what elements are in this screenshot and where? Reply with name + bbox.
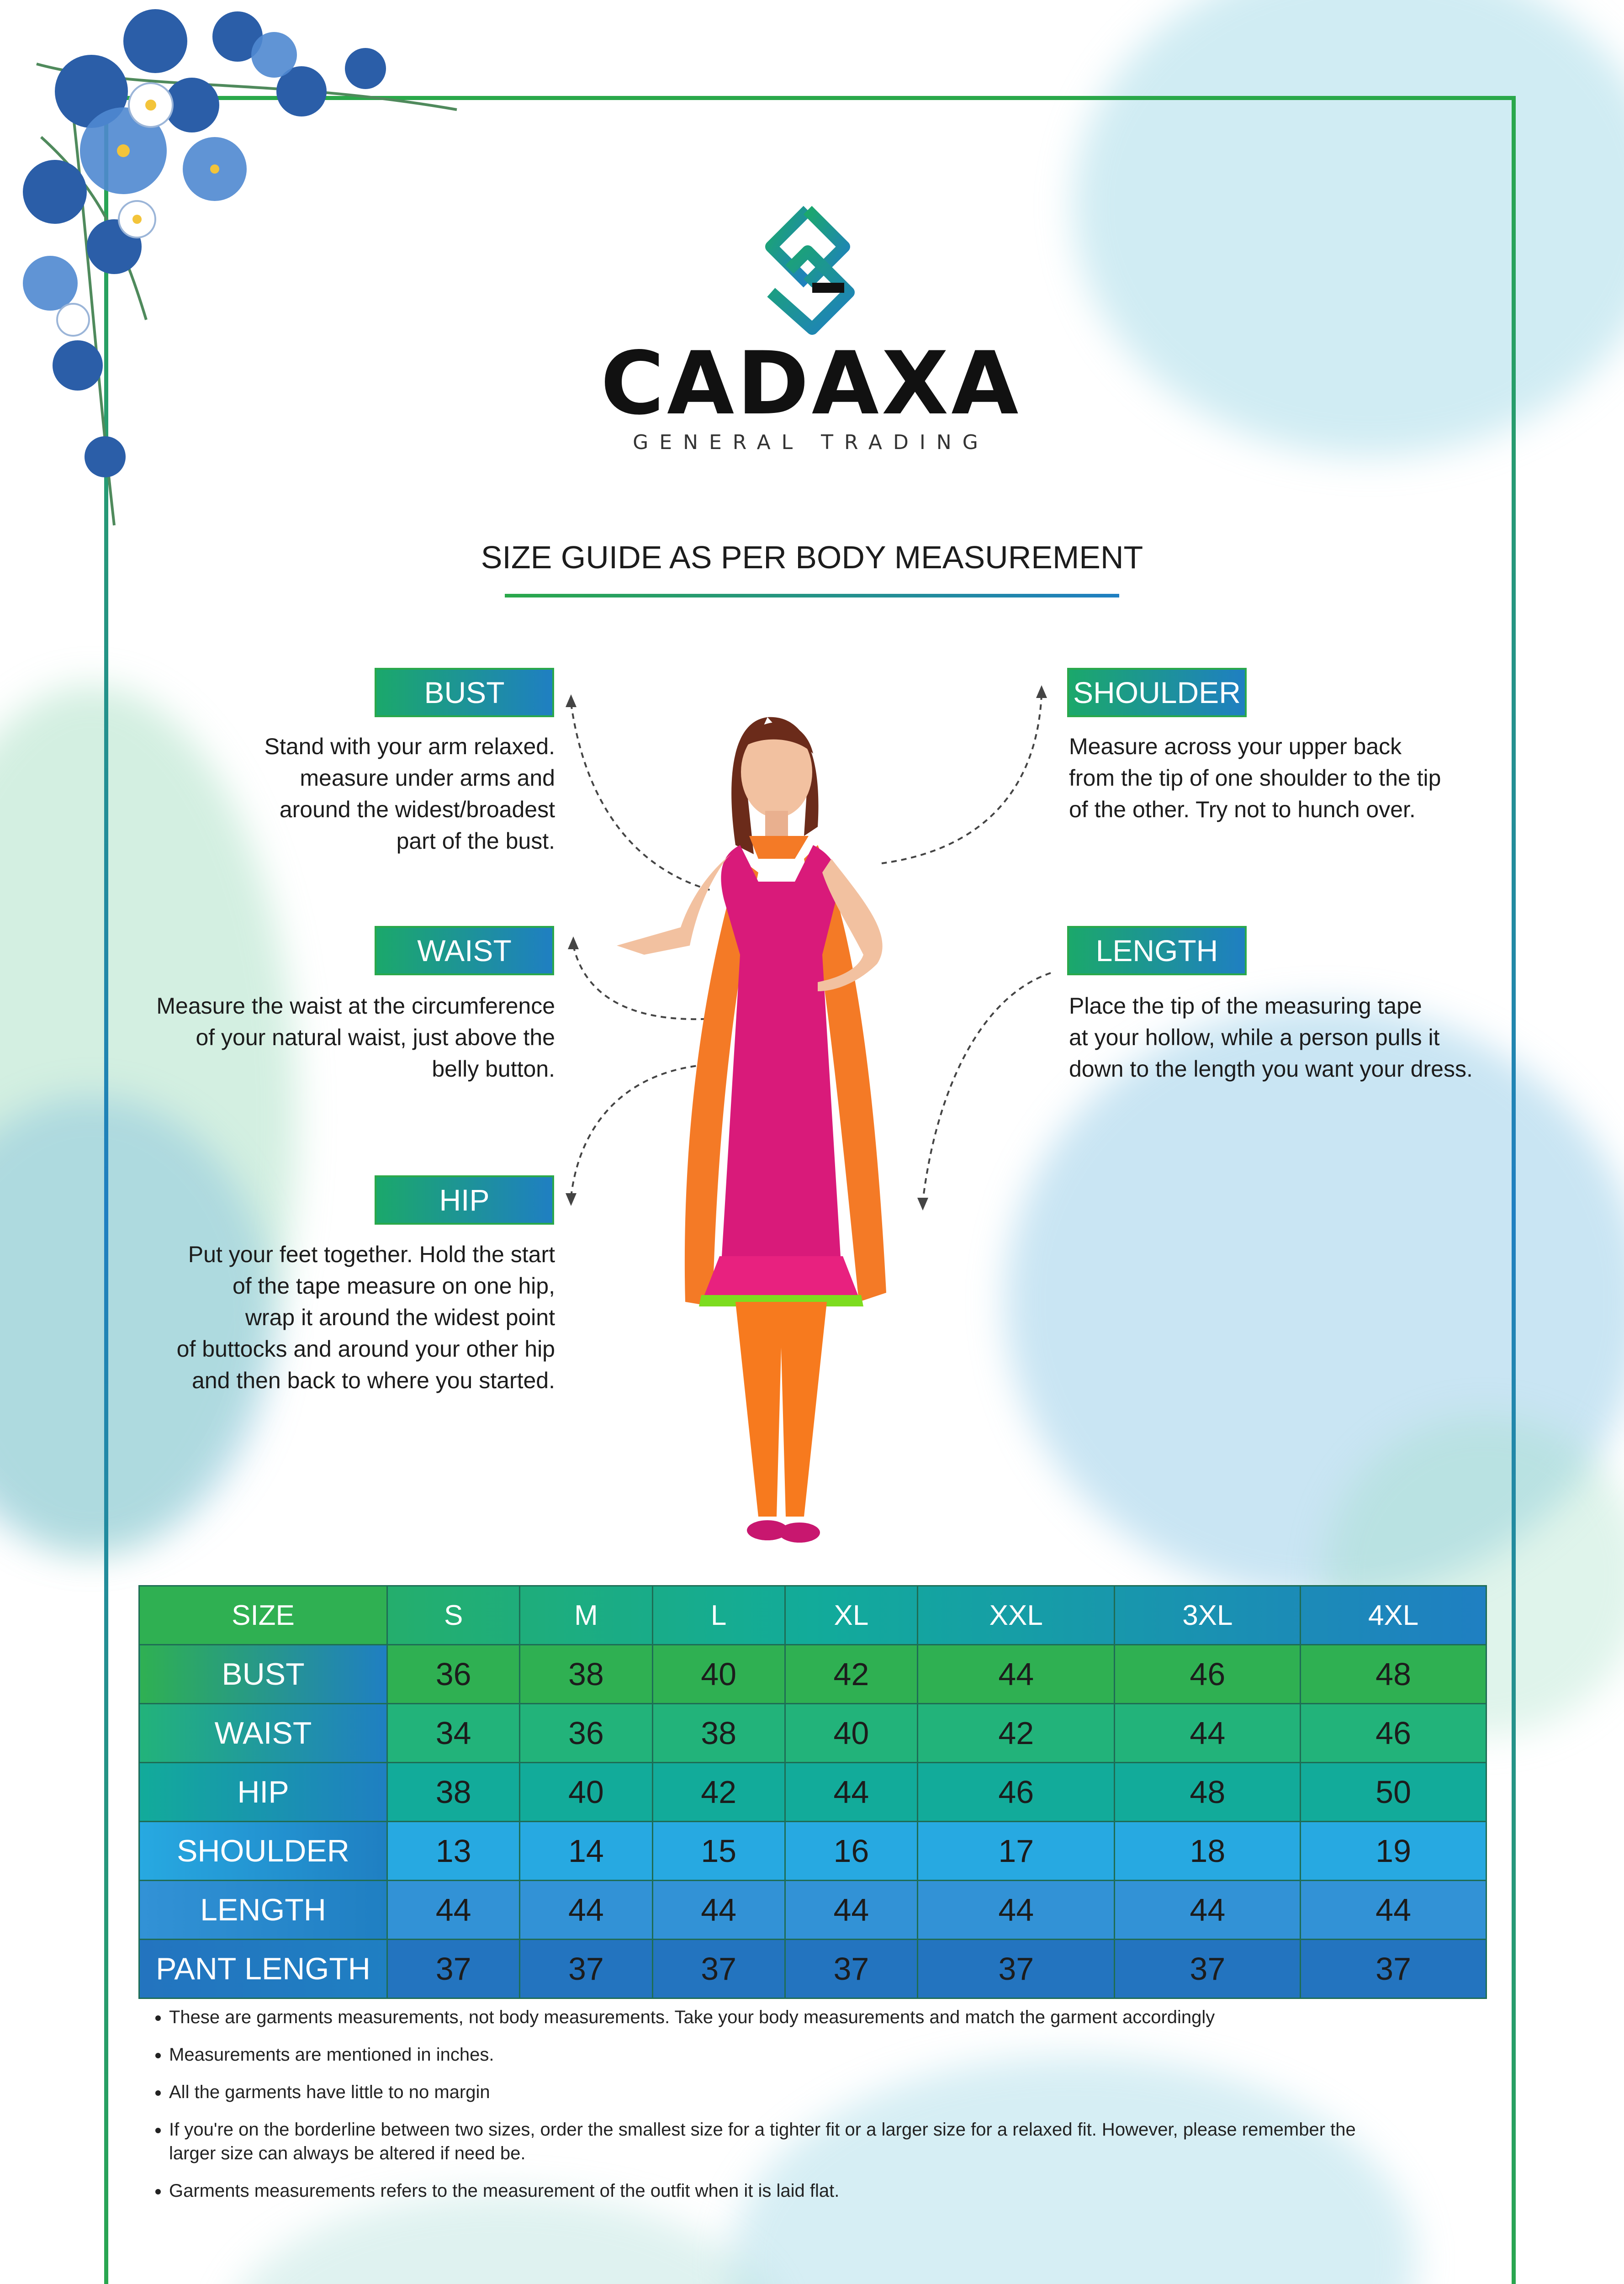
bust-line: Stand with your arm relaxed. [264, 734, 555, 759]
size-row-pant-length [139, 1940, 1486, 1998]
waist-line: Measure the waist at the circumference [156, 993, 555, 1019]
size-value-cell: 44 [918, 1645, 1115, 1704]
size-value-cell: 46 [1301, 1704, 1486, 1763]
note-item: • Measurements are mentioned in inches. [169, 2043, 1402, 2067]
size-column-header: XXL [918, 1586, 1115, 1645]
hip-line: and then back to where you started. [192, 1368, 555, 1393]
size-value-cell: 13 [387, 1822, 520, 1881]
size-value-cell: 18 [1115, 1822, 1301, 1881]
row-label: PANT LENGTH [139, 1940, 387, 1998]
waist-line: of your natural waist, just above the [196, 1025, 555, 1050]
shoulder-line: from the tip of one shoulder to the tip [1069, 765, 1441, 791]
size-value-cell: 42 [918, 1704, 1115, 1763]
length-badge: LENGTH [1067, 926, 1247, 975]
size-value-cell: 37 [387, 1940, 520, 1998]
size-value-cell: 37 [652, 1940, 785, 1998]
size-value-cell: 42 [652, 1763, 785, 1822]
notes-list [137, 2005, 1402, 2216]
size-value-cell: 44 [1115, 1704, 1301, 1763]
shoulder-badge: SHOULDER [1067, 668, 1247, 717]
note-item: • All the garments have little to no margin [169, 2080, 1402, 2104]
size-value-cell: 46 [918, 1763, 1115, 1822]
size-column-header: 4XL [1301, 1586, 1486, 1645]
size-value-cell: 37 [918, 1940, 1115, 1998]
note-item: • Garments measurements refers to the measurement of the outfit when it is laid flat. [169, 2179, 1402, 2203]
length-line: Place the tip of the measuring tape [1069, 993, 1422, 1019]
size-value-cell: 44 [1115, 1881, 1301, 1940]
size-value-cell: 50 [1301, 1763, 1486, 1822]
size-value-cell: 44 [1301, 1881, 1486, 1940]
hip-line: wrap it around the widest point [245, 1305, 555, 1330]
bust-line: around the widest/broadest [279, 797, 555, 822]
size-column-header: XL [785, 1586, 917, 1645]
size-row-bust [139, 1645, 1486, 1704]
size-value-cell: 40 [785, 1704, 917, 1763]
size-value-cell: 44 [785, 1881, 917, 1940]
bust-line: measure under arms and [300, 765, 555, 791]
hip-line: of buttocks and around your other hip [176, 1336, 555, 1362]
size-value-cell: 40 [652, 1645, 785, 1704]
note-item: • These are garments measurements, not body measurements. Take your body measurements and match the garment accordingly [169, 2005, 1402, 2029]
page-title: SIZE GUIDE AS PER BODY MEASUREMENT [481, 539, 1143, 575]
note-item: • If you're on the borderline between two sizes, order the smallest size for a tighter fit or a larger size for a relaxed fit. However, please remember the larger size can always be altered if need be. [169, 2118, 1402, 2165]
size-row-hip [139, 1763, 1486, 1822]
size-row-waist [139, 1704, 1486, 1763]
shoulder-line: of the other. Try not to hunch over. [1069, 797, 1416, 822]
bust-badge: BUST [375, 668, 554, 717]
size-value-cell: 37 [785, 1940, 917, 1998]
row-label: SHOULDER [139, 1822, 387, 1881]
waist-badge: WAIST [375, 926, 554, 975]
size-column-header: L [652, 1586, 785, 1645]
size-value-cell: 36 [520, 1704, 652, 1763]
row-label: BUST [139, 1645, 387, 1704]
size-row-length [139, 1881, 1486, 1940]
row-label: HIP [139, 1763, 387, 1822]
size-value-cell: 38 [652, 1704, 785, 1763]
size-value-cell: 48 [1301, 1645, 1486, 1704]
brand-subtitle: GENERAL TRADING [633, 431, 989, 454]
size-value-cell: 36 [387, 1645, 520, 1704]
size-value-cell: 14 [520, 1822, 652, 1881]
hip-line: Put your feet together. Hold the start [188, 1242, 555, 1267]
size-value-cell: 38 [520, 1645, 652, 1704]
size-value-cell: 48 [1115, 1763, 1301, 1822]
size-value-cell: 16 [785, 1822, 917, 1881]
size-value-cell: 40 [520, 1763, 652, 1822]
size-header-row [139, 1586, 1486, 1645]
size-row-shoulder [139, 1822, 1486, 1881]
waist-line: belly button. [432, 1056, 555, 1082]
size-column-header: S [387, 1586, 520, 1645]
size-value-cell: 44 [387, 1881, 520, 1940]
row-label: LENGTH [139, 1881, 387, 1940]
size-value-cell: 17 [918, 1822, 1115, 1881]
hip-line: of the tape measure on one hip, [232, 1273, 555, 1299]
size-value-cell: 19 [1301, 1822, 1486, 1881]
size-value-cell: 44 [520, 1881, 652, 1940]
size-value-cell: 37 [1115, 1940, 1301, 1998]
size-value-cell: 44 [652, 1881, 785, 1940]
size-column-header: 3XL [1115, 1586, 1301, 1645]
length-line: at your hollow, while a person pulls it [1069, 1025, 1440, 1050]
size-value-cell: 15 [652, 1822, 785, 1881]
size-value-cell: 38 [387, 1763, 520, 1822]
size-value-cell: 42 [785, 1645, 917, 1704]
woman-figure-illustration [603, 708, 987, 1567]
hip-badge: HIP [375, 1175, 554, 1225]
length-line: down to the length you want your dress. [1069, 1056, 1473, 1082]
size-chart-table [138, 1585, 1487, 1999]
size-value-cell: 37 [1301, 1940, 1486, 1998]
brand-name: CADAXA [600, 333, 1021, 434]
size-value-cell: 44 [918, 1881, 1115, 1940]
shoulder-line: Measure across your upper back [1069, 734, 1402, 759]
size-value-cell: 46 [1115, 1645, 1301, 1704]
size-header-label: SIZE [139, 1586, 387, 1645]
size-column-header: M [520, 1586, 652, 1645]
bust-line: part of the bust. [396, 828, 555, 854]
row-label: WAIST [139, 1704, 387, 1763]
size-value-cell: 37 [520, 1940, 652, 1998]
size-value-cell: 34 [387, 1704, 520, 1763]
size-value-cell: 44 [785, 1763, 917, 1822]
